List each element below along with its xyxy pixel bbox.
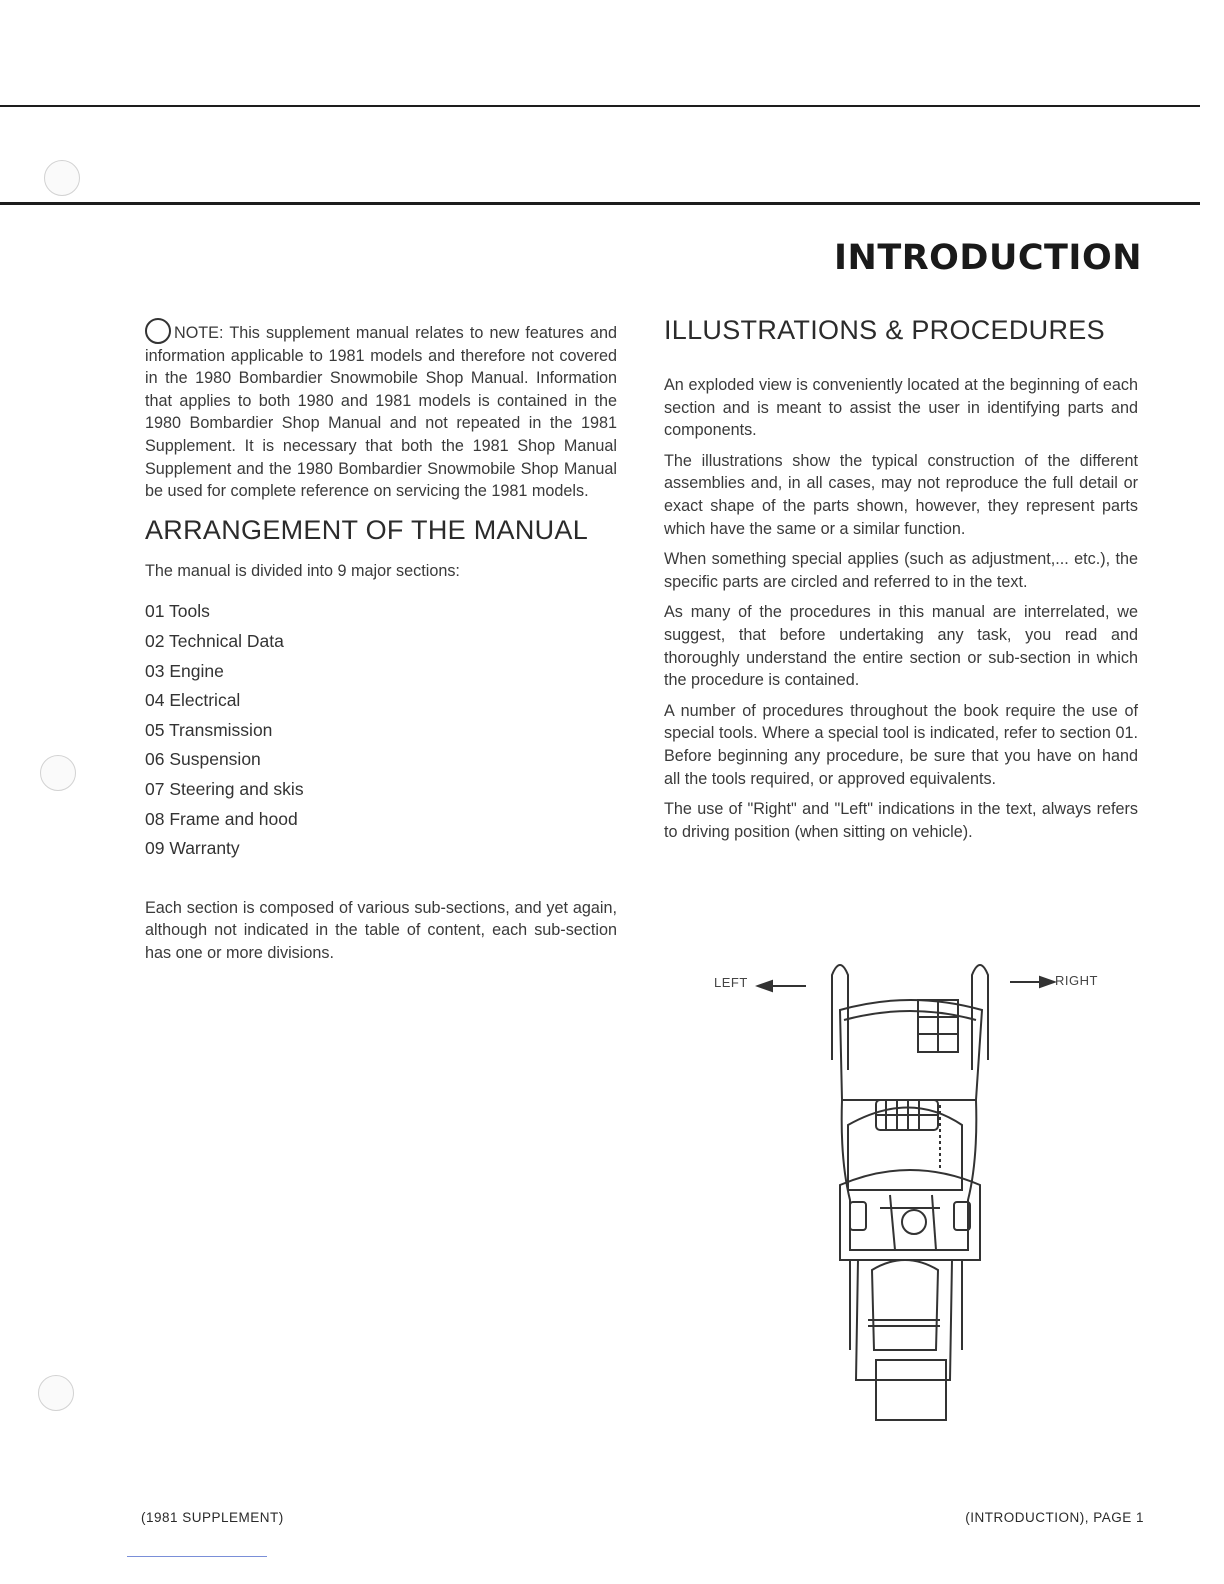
arrangement-intro: The manual is divided into 9 major sections: (145, 561, 460, 580)
list-item: 08 Frame and hood (145, 808, 298, 829)
right-label: RIGHT (1055, 973, 1098, 988)
illustrations-paragraph: The illustrations show the typical construction of the different assemblies and, in all cases, may not reproduce the full detail or exact shape of the parts shown, however, they represent parts which have the same or a similar function. (664, 451, 1138, 538)
binder-hole-icon (38, 1375, 74, 1411)
illustrations-paragraph: The use of "Right" and "Left" indications in the text, always refers to driving position (when sitting on vehicle). (664, 800, 1138, 841)
page-title: INTRODUCTION (834, 238, 1142, 278)
list-item: 03 Engine (145, 660, 224, 681)
binder-hole-icon (40, 755, 76, 791)
list-item: 05 Transmission (145, 719, 273, 740)
list-item: 04 Electrical (145, 690, 241, 711)
arrangement-closing: Each section is composed of various sub-sections, and yet again, although not indicated in the table of content, each sub-section has one or more divisions. (145, 898, 617, 962)
note-paragraph (145, 318, 617, 503)
illustrations-paragraph: A number of procedures throughout the book require the use of special tools. Where a special tool is indicated, refer to section 01. Before beginning any procedure, be sure that you have on hand all the tools required, or approved equivalents. (664, 701, 1138, 788)
arrangement-heading: ARRANGEMENT OF THE MANUAL (145, 514, 589, 545)
top-rule (0, 105, 1200, 107)
illustrations-paragraph: As many of the procedures in this manual are interrelated, we suggest, that before undertaking any task, you read and thoroughly understand the entire section or sub-section in which the procedure is contained. (664, 603, 1138, 690)
list-item: 07 Steering and skis (145, 778, 304, 799)
right-column (664, 315, 1138, 851)
list-item: 09 Warranty (145, 838, 240, 859)
illustrations-heading: ILLUSTRATIONS & PROCEDURES (664, 315, 1105, 345)
note-text: NOTE: This supplement manual relates to new features and information applicable to 1981 models and therefore not covered in the 1980 Bombardier Snowmobile Shop Manual. Information that applies to both 1980 and 1981 models is contained in the 1980 Bombardier Shop Manual and not repeated in the 1981 Supplement. It is necessary that both the 1981 Shop Manual Supplement and the 1980 Bombardier Snowmobile Shop Manual be used for complete reference on servicing the 1981 models. (145, 324, 617, 501)
section-list (145, 600, 617, 866)
list-item: 02 Technical Data (145, 630, 284, 651)
link-underline (127, 1556, 267, 1557)
header-rule (0, 202, 1200, 205)
footer-left: (1981 SUPPLEMENT) (141, 1510, 284, 1525)
left-label: LEFT (714, 975, 748, 990)
binder-hole-icon (44, 160, 80, 196)
left-column (145, 318, 617, 972)
footer-right: (INTRODUCTION), PAGE 1 (965, 1510, 1144, 1525)
illustrations-paragraph: An exploded view is conveniently located at the beginning of each section and is meant to assist the user in identifying parts and components. (664, 376, 1138, 440)
illustrations-paragraph: When something special applies (such as adjustment,... etc.), the specific parts are circled and referred to in the text. (664, 550, 1138, 591)
list-item: 01 Tools (145, 601, 210, 622)
list-item: 06 Suspension (145, 749, 261, 770)
snowmobile-diagram (700, 950, 1120, 1430)
snowmobile-top-view-icon (700, 950, 1120, 1430)
note-circle-icon (145, 318, 171, 344)
